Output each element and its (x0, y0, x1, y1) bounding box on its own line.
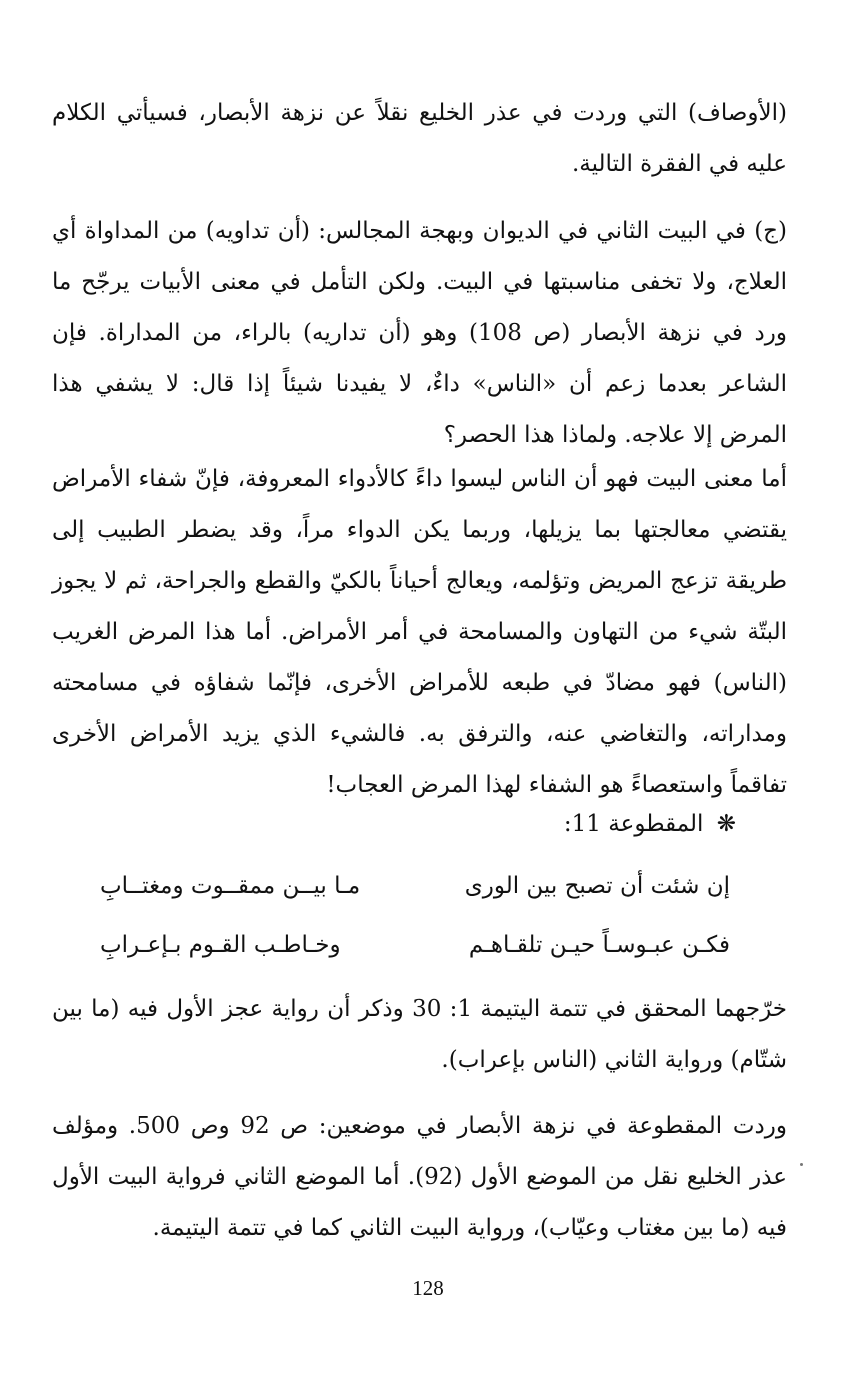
margin-dot (800, 1163, 803, 1166)
paragraph-continuation: (الأوصاف) التي وردت في عذر الخليع نقلاً عن نزهة الأبصار، فسيأتي الكلام عليه في الفقرة التالية. (52, 100, 787, 177)
paragraph-note-jim: (ج) في البيت الثاني في الديوان وبهجة المجالس: (أن تداويه) من المداواة أي العلاج، ولا تخفى مناسبتها في البيت. ولكن التأمل في معنى الأبيات يرجّح ما ورد في نزهة الأبصار (ص 108) وهو (أن تداريه) بالراء، من المداراة. فإن الشاعر بعدما زعم أن «الناس» داءٌ، لا يفيدنا شيئاً إذا قال: لا يشفي هذا المرض إلا علاجه. ولماذا هذا الحصر؟ (52, 218, 787, 448)
paragraph-sources: خرّجهما المحقق في تتمة اليتيمة 1: 30 وذكر أن رواية عجز الأول فيه (ما بين شتّام) ورواية الثاني (الناس بإعراب). (52, 996, 787, 1073)
section-heading-text: المقطوعة 11: (563, 811, 704, 837)
paragraph-meaning: أما معنى البيت فهو أن الناس ليسوا داءً كالأدواء المعروفة، فإنّ شفاء الأمراض يقتضي معالجتها بما يزيلها، وربما يكن الدواء مراً، وقد يضطر الطبيب إلى طريقة تزعج المريض وتؤلمه، ويعالج أحياناً بالكيّ والقطع والجراحة، ثم لا يجوز البتّة شيء من التهاون والمسامحة في أمر الأمراض. أما هذا المرض الغريب (الناس) فهو مضادّ في طبعه للأمراض الأخرى، فإنّما شفاؤه في مسامحته ومداراته، والتغاضي عنه، والترفق به. فالشيء الذي يزيد الأمراض الأخرى تفاقماً واستعصاءً هو الشفاء لهذا المرض العجاب! (52, 466, 787, 798)
verse-1-second-hemistich: مـا بيــن ممقــوت ومغتــابِ (100, 873, 361, 899)
verse-1-first-hemistich: إن شئت أن تصبح بين الورى (464, 873, 730, 899)
paragraph-variants: وردت المقطوعة في نزهة الأبصار في موضعين: ص 92 وص 500. ومؤلف عذر الخليع نقل من الموضع الأول (92). أما الموضع الثاني فرواية البيت الأول فيه (ما بين مغتاب وعيّاب)، ورواية البيت الثاني كما في تتمة اليتيمة. (52, 1113, 787, 1241)
verse-2-first-hemistich: فكـن عبـوسـاً حيـن تلقـاهـم (468, 932, 730, 958)
verse-2-second-hemistich: وخـاطـب القـوم بـإعـرابِ (100, 932, 341, 958)
section-heading (564, 800, 736, 848)
verse-line-1 (100, 862, 730, 910)
verse-line-2 (100, 921, 730, 969)
page-number: 128 (412, 1276, 444, 1300)
asterism-icon: ❋ (716, 811, 736, 837)
